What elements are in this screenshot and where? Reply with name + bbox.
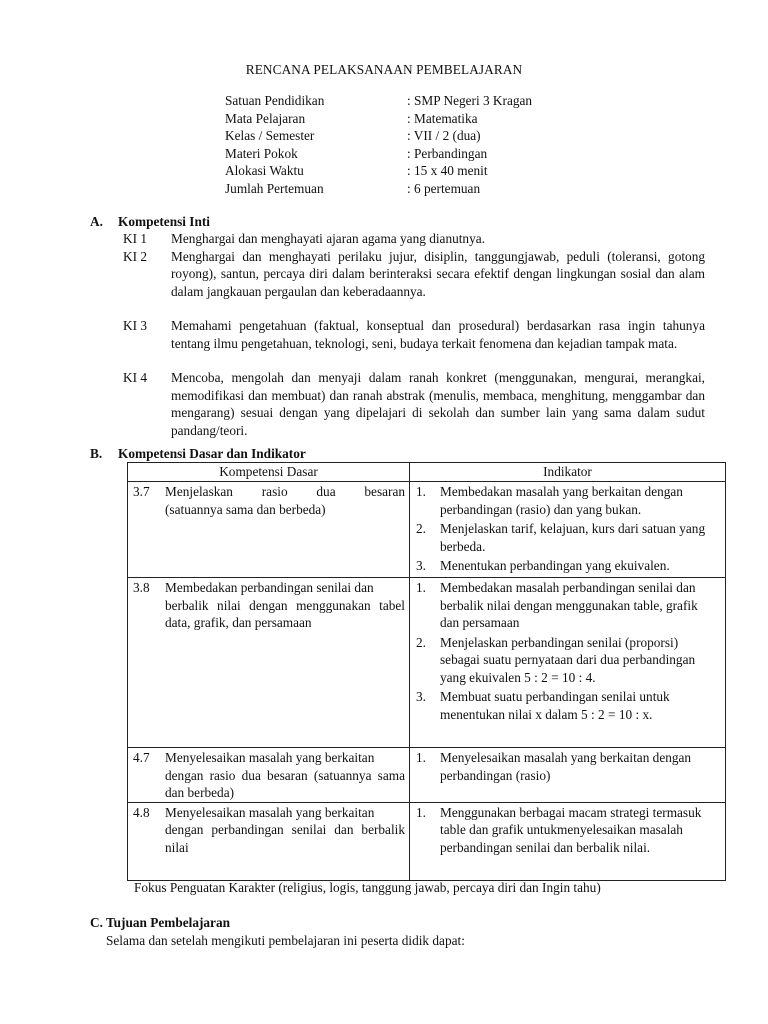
- indikator-number: 2.: [416, 634, 426, 650]
- ki-item: [123, 317, 705, 352]
- kd-cell: [128, 802, 410, 880]
- ki-text: Mencoba, mengolah dan menyaji dalam ranah konkret (menggunakan, mengurai, merangkai, memodifikasi dan membuat) dan ranah abstrak (menulis, membaca, menghitung, menggambar dan mengarang) sesuai dengan yang dipelajari di sekolah dan sumber lain yang sama dalam sudut pandang/teori.: [171, 370, 705, 438]
- list-item: [416, 520, 719, 555]
- kd-number: 3.7: [133, 484, 150, 499]
- info-label: Jumlah Pertemuan: [225, 180, 324, 196]
- info-value: : SMP Negeri 3 Kragan: [407, 93, 533, 108]
- indikator-number: 1.: [416, 580, 426, 595]
- kd-indikator-table: [127, 462, 726, 881]
- info-row: [225, 162, 532, 180]
- indikator-text: Membuat suatu perbandingan senilai untuk menentukan nilai x dalam 5 : 2 = 10 : x.: [440, 689, 670, 722]
- indikator-number: 1.: [416, 804, 426, 820]
- info-label: Kelas / Semester: [225, 128, 315, 143]
- indikator-text: Menjelaskan perbandingan senilai (proporsi) sebagai suatu pernyataan dari dua perbandingan yang ekuivalen 5 : 2 = 10 : 4.: [440, 634, 696, 685]
- list-item: [416, 483, 719, 518]
- info-label: Alokasi Waktu: [225, 163, 304, 178]
- kd-text-cont: (satuannya sama dan berbeda): [165, 501, 326, 517]
- indikator-cell: [410, 748, 726, 803]
- kd-number: 3.8: [133, 580, 150, 595]
- kd-text: Menjelaskan rasio dua besaran: [165, 484, 405, 499]
- indikator-text: Menjelaskan tarif, kelajuan, kurs dari satuan yang berbeda.: [440, 521, 706, 554]
- section-title: Kompetensi Inti: [118, 214, 210, 229]
- indikator-number: 3.: [416, 689, 426, 704]
- info-label: Satuan Pendidikan: [225, 93, 325, 108]
- table-row: [128, 482, 726, 578]
- kd-text-cont: berbalik nilai dengan menggunakan tabel data, grafik, dan persamaan: [165, 597, 405, 630]
- info-row: [225, 145, 532, 163]
- ki-item: [123, 230, 705, 248]
- info-label: Mata Pelajaran: [225, 110, 306, 126]
- info-row: [225, 180, 532, 198]
- ki-code: KI 3: [123, 318, 148, 333]
- info-row: [225, 110, 532, 128]
- indikator-number: 2.: [416, 521, 426, 536]
- table-row: [128, 578, 726, 748]
- ki-text: Memahami pengetahuan (faktual, konseptual dan prosedural) berdasarkan rasa ingin tahunya tentang ilmu pengetahuan, teknologi, seni, budaya terkait fenomena dan kejadian tampak mata.: [171, 318, 705, 351]
- info-row: [225, 127, 532, 145]
- kd-cell: [128, 578, 410, 748]
- ki-code: KI 1: [123, 231, 148, 246]
- info-row: [225, 92, 532, 110]
- kd-text: Membedakan perbandingan senilai dan: [165, 580, 374, 595]
- info-value: : VII / 2 (dua): [407, 128, 481, 143]
- ki-code: KI 2: [123, 248, 148, 264]
- list-item: [416, 749, 719, 784]
- indikator-text: Membedakan masalah yang berkaitan dengan perbandingan (rasio) dan yang bukan.: [440, 484, 683, 517]
- indikator-text: Menyelesaikan masalah yang berkaitan dengan perbandingan (rasio): [440, 750, 692, 783]
- kd-cell: [128, 748, 410, 803]
- section-c-heading: C. Tujuan Pembelajaran: [90, 915, 231, 930]
- section-title: Kompetensi Dasar dan Indikator: [118, 446, 306, 461]
- info-value: : Matematika: [407, 110, 478, 126]
- ki-item: [123, 248, 705, 301]
- indikator-text: Menggunakan berbagai macam strategi termasuk table dan grafik untukmenyelesaikan masalah perbandingan senilai dan berbalik nilai.: [440, 804, 702, 855]
- document-title: RENCANA PELAKSANAAN PEMBELAJARAN: [245, 62, 523, 77]
- list-item: [416, 688, 719, 723]
- indikator-number: 3.: [416, 558, 426, 573]
- character-focus-note: Fokus Penguatan Karakter (religius, logis, tanggung jawab, percaya diri dan Ingin tahu): [134, 880, 601, 895]
- kd-text-cont: dengan rasio dua besaran (satuannya sama dan berbeda): [165, 767, 405, 800]
- indikator-number: 1.: [416, 750, 426, 765]
- header-kompetensi-dasar: Kompetensi Dasar: [128, 463, 410, 482]
- indikator-number: 1.: [416, 484, 426, 499]
- table-header-row: [128, 463, 726, 482]
- table-row: [128, 802, 726, 880]
- info-label: Materi Pokok: [225, 145, 298, 161]
- indikator-cell: [410, 802, 726, 880]
- section-letter: A.: [90, 214, 103, 229]
- section-b-heading: [90, 445, 306, 463]
- ki-text: Menghargai dan menghayati ajaran agama yang dianutnya.: [171, 231, 485, 246]
- identity-block: [225, 92, 532, 197]
- list-item: [416, 804, 719, 857]
- indikator-text: Membedakan masalah perbandingan senilai dan berbalik nilai dengan menggunakan table, grafik dan persamaan: [440, 580, 698, 630]
- kd-text-cont: dengan perbandingan senilai dan berbalik nilai: [165, 822, 405, 855]
- ki-text: Menghargai dan menghayati perilaku jujur, disiplin, tanggungjawab, peduli (toleransi, gotong royong), santun, percaya diri dalam berinteraksi secara efektif dengan lingkungan sosial dan alam dalam jangkauan pergaulan dan keberadaannya.: [171, 248, 705, 299]
- ki-item: [123, 369, 705, 439]
- section-c-intro: Selama dan setelah mengikuti pembelajaran ini peserta didik dapat:: [106, 933, 465, 948]
- table-row: [128, 748, 726, 803]
- indikator-cell: [410, 482, 726, 578]
- section-a-heading: [90, 213, 210, 231]
- kd-text: Menyelesaikan masalah yang berkaitan: [165, 804, 375, 820]
- list-item: [416, 557, 719, 575]
- info-value: : 15 x 40 menit: [407, 163, 488, 178]
- section-letter: B.: [90, 446, 103, 461]
- header-indikator: Indikator: [410, 463, 726, 482]
- info-value: : Perbandingan: [407, 145, 488, 161]
- kd-cell: [128, 482, 410, 578]
- kd-number: 4.7: [133, 750, 150, 765]
- list-item: [416, 634, 719, 687]
- info-value: : 6 pertemuan: [407, 180, 481, 196]
- ki-code: KI 4: [123, 370, 148, 385]
- kd-text: Menyelesaikan masalah yang berkaitan: [165, 750, 375, 765]
- indikator-text: Menentukan perbandingan yang ekuivalen.: [440, 558, 670, 573]
- kd-number: 4.8: [133, 804, 150, 820]
- list-item: [416, 579, 719, 632]
- indikator-cell: [410, 578, 726, 748]
